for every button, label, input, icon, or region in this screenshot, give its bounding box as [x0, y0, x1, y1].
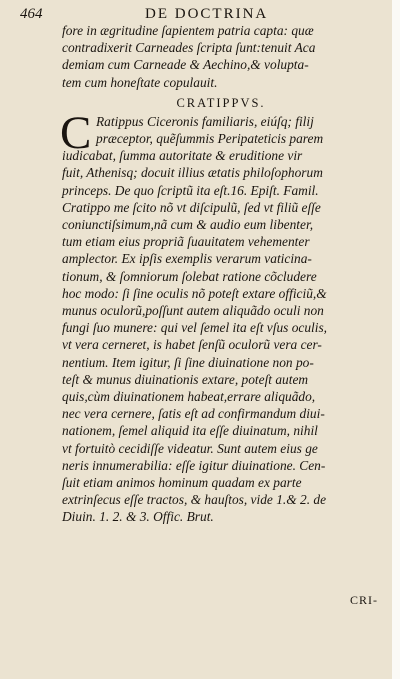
- page-number: 464: [20, 6, 43, 22]
- section-heading: CRATIPPVS.: [176, 95, 266, 110]
- text-line: nentium. Item igitur, ſi ſine diuinatione non po-: [62, 354, 314, 370]
- text-line: nec vera cernere, ſatis eſt ad confirmandum diui-: [62, 406, 325, 422]
- text-line: præceptor, quẽſummis Peripateticis parem: [96, 131, 324, 147]
- text-line: hoc modo: ſi ſine oculis nõ poteſt extare officiũ,&: [62, 285, 327, 301]
- drop-cap: C: [60, 106, 92, 159]
- text-line: nationem, ſemel aliquid ita eſſe diuinatum, nihil: [62, 423, 318, 439]
- text-line: fore in ægritudine ſapientem patria capta: quæ: [62, 23, 314, 38]
- text-block: [62, 22, 380, 526]
- text-line: ſuit etiam animos hominum quadam ex parte: [62, 475, 302, 491]
- text-line: extrinſecus eſſe tractos, & hauſtos, vide 1.& 2. de: [62, 492, 327, 508]
- text-line: vt vera cerneret, is habet ſenſũ oculorũ vera cer-: [62, 337, 322, 353]
- text-line: neris innumerabilia: eſſe igitur diuinatione. Cen-: [62, 457, 326, 473]
- text-line: Diuin. 1. 2. & 3. Offic. Brut.: [62, 509, 214, 525]
- text-line: tum etiam eius propriã ſuauitatem vehementer: [62, 234, 310, 250]
- text-line: fuit, Athenisq; docuit illius ætatis philoſophorum: [62, 165, 323, 181]
- text-line: demiam cum Carneade & Aechino,& volupta-: [62, 57, 309, 73]
- text-line: munus oculorũ,poſſunt autem aliquãdo oculi non: [62, 303, 324, 319]
- text-line: tem cum honeſtate copulauit.: [62, 74, 218, 90]
- running-head-title: DE DOCTRINA: [145, 6, 269, 22]
- text-line: Cratippo me ſcito nõ vt diſcipulũ, ſed vt filiũ eſſe: [62, 199, 321, 215]
- text-line: contradixerit Carneades ſcripta ſunt:tenuit Aca: [62, 40, 316, 56]
- page-edge: [392, 0, 400, 679]
- text-line: fungi ſuo munere: qui vel ſemel ita eſt vſus oculis,: [62, 320, 328, 336]
- text-line: tionum, & ſomniorum ſolebat ratione cõcludere: [62, 268, 317, 284]
- text-line: amplector. Ex ipſis exemplis verarum vaticina-: [62, 251, 312, 267]
- catchword: CRI-: [350, 593, 378, 607]
- section-body: [60, 106, 380, 526]
- text-line: Ratippus Ciceronis familiaris, eiúſq; filij: [96, 113, 314, 129]
- text-line: princeps. De quo ſcriptũ ita eſt.16. Epiſt. Famil.: [62, 182, 319, 198]
- text-line: teſt & munus diuinationis extare, poteſt autem: [62, 371, 309, 387]
- text-line: quis,cùm diuinationem habeat,errare aliquãdo,: [62, 389, 316, 405]
- text-line: coniunctiſsimum,nã cum & audio eum libenter,: [62, 217, 314, 233]
- text-line: vt fortuitò cecidiſſe videatur. Sunt autem eius ge: [62, 440, 318, 456]
- text-line: iudicabat, ſumma autoritate & eruditione vir: [62, 148, 303, 164]
